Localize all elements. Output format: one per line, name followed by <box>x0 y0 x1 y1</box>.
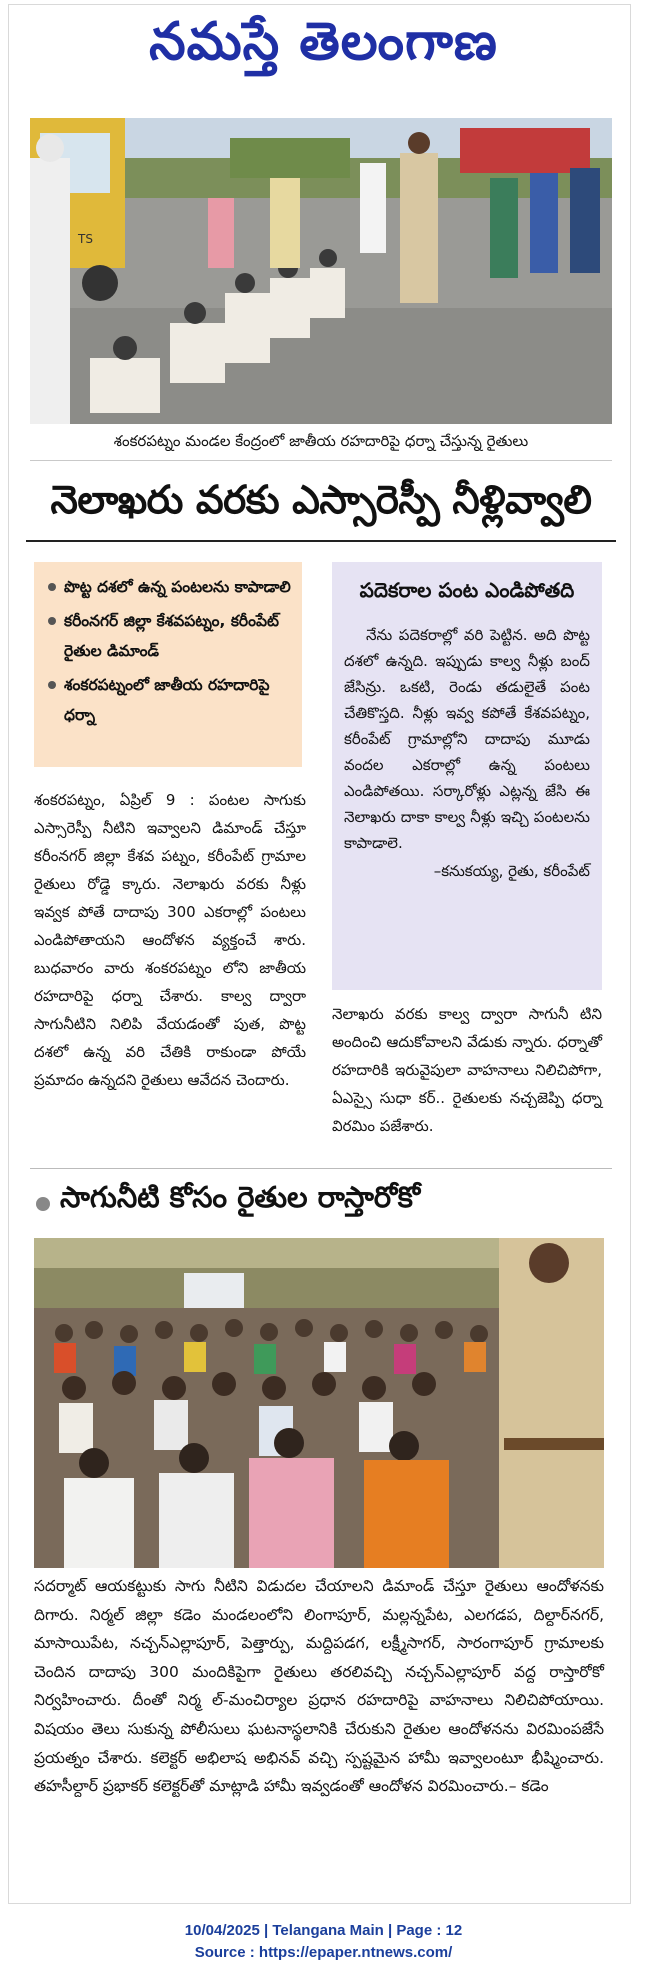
headline: నెలాఖరు వరకు ఎస్సారెస్పీ నీళ్లివ్వాలి <box>50 478 592 523</box>
highlight-item: కరీంనగర్ జిల్లా కేశవపట్నం, కరీంపేట్ రైతుల డిమాండ్ <box>46 606 292 666</box>
section-heading: సాగునీటి కోసం రైతుల రాస్తారోకో <box>60 1180 421 1214</box>
footer-date-edition: 10/04/2025 | Telangana Main | Page : 12 <box>184 1922 463 1939</box>
farmer-quote-box <box>332 562 602 990</box>
highlight-item: పొట్ట దశలో ఉన్న పంటలను కాపాడాలి <box>46 572 292 602</box>
top-photo-image <box>30 118 612 424</box>
truck-plate: TS <box>78 232 93 246</box>
crowd-photo-image <box>34 1238 604 1568</box>
crowd-photo <box>34 1238 604 1568</box>
footer-source: Source : https://epaper.ntnews.com/ <box>194 1944 453 1961</box>
highlights-box <box>34 562 302 767</box>
story-column-2: నెలాఖరు వరకు కాల్వ ద్వారా సాగునీ టిని అందించి ఆదుకోవాలని వేడుకు న్నారు. ధర్నాతో రహదారికి ఇరువైపులా వాహనాలు నిలిచిపోగా, ఏఎస్సై సుధా కర్.. రైతులకు నచ్చజెప్పి ధర్నా విరమిం పజేశారు. <box>332 1005 602 1135</box>
quote-signature: –కనుకయ్య, రైతు, కరీంపేట్ <box>433 862 590 880</box>
masthead: నమస్తే తెలంగాణ <box>149 12 498 72</box>
headline-divider <box>26 540 616 542</box>
quote-title: పదెకరాల పంట ఎండిపోతది <box>359 578 575 602</box>
story-column-1: శంకరపట్నం, ఏప్రిల్ 9 : పంటల సాగుకు ఎస్సారెస్పీ నీటిని ఇవ్వాలని డిమాండ్ చేస్తూ కరీంనగర్ జిల్లా కేశవ పట్నం, కరీంపేట్ గ్రామాల రైతులు రోడ్డె క్కారు. నెలాఖరు వరకు నీళ్లు ఇవ్వక పోతే దాదాపు 300 ఎకరాల్లో పంటలు ఎండిపోతాయని ఆందోళన వ్యక్తంచే శారు. బుధవారం వారు శంకరపట్నం లోని జాతీయ రహదారిపై ధర్నా చేశారు. కాల్వ ద్వారా సాగునీటిని నిలిపి వేయడంతో పుత, పొట్ట దశలో ఉన్న వరి చేతికి రాకుండా పోయే ప్రమాదం ఉన్నదని రైతులు ఆవేదన చెందారు. <box>34 791 306 1089</box>
top-photo <box>30 118 612 424</box>
quote-body: నేను పదెకరాల్లో వరి పెట్టిన. అది పొట్ట దశలో ఉన్నది. ఇప్పుడు కాల్వ నీళ్లు బంద్ జేసిన్రు. ఒకటి, రెండు తడులైతే పంట చేతికొస్తది. నీళ్లు ఇవ్వ కపోతే కేశవపట్నం, కరీంపేట్ గ్రామాల్లోని దాదాపు మూడు వందల ఎకరాల్లో ఉన్న పంటలు ఎండిపోతయి. సర్కారోళ్లు ఎట్లన్న జేసి ఈ నెలాఖరు దాకా కాల్వ నీళ్లు ఇచ్చి పంటలను కాపాడాలె. <box>344 626 590 852</box>
section-divider <box>30 1168 612 1169</box>
highlights-list <box>46 572 292 730</box>
highlight-item: శంకరపట్నంలో జాతీయ రహదారిపై ధర్నా <box>46 670 292 730</box>
section-body: సదర్మాట్ ఆయకట్టుకు సాగు నీటిని విడుదల చేయాలని డిమాండ్ చేస్తూ రైతులు ఆందోళనకు దిగారు. నిర్మల్ జిల్లా కడెం మండలంలోని లింగాపూర్, మల్లన్నపేట, ఎలగడప, దిల్దార్‌నగర్, మాసాయిపేట, నచ్చన్‌ఎల్లాపూర్, పెత్తార్పు, మద్దిపడగ, లక్ష్మీసాగర్, సారంగాపూర్ గ్రామాలకు చెందిన దాదాపు 300 మందికిపైగా రైతులు తరలివచ్చి నచ్చన్‌ఎల్లాపూర్ వద్ద రాస్తారోకో నిర్వహించారు. దీంతో నిర్మ ల్-మంచిర్యాల ప్రధాన రహదారిపై వాహనాలు నిలిచిపోయాయి. విషయం తెలు సుకున్న పోలీసులు ఘటనాస్థలానికి చేరుకుని రైతుల ఆందోళనను విరమింపజేసే ప్రయత్నం చేశారు. కలెక్టర్ అభిలాష అభినవ్ వచ్చి స్పష్టమైన హామీ ఇవ్వాలంటూ భీష్మించారు. తహసీల్దార్ ప్రభాకర్ కలెక్టర్‌తో మాట్లాడి హామీ ఇవ్వడంతో ఆందోళన విరమించారు.– కడెం <box>34 1577 604 1796</box>
top-photo-caption: శంకరపట్నం మండల కేంద్రంలో జాతీయ రహదారిపై ధర్నా చేస్తున్న రైతులు <box>30 432 612 461</box>
bullet-dot-icon <box>36 1197 50 1211</box>
